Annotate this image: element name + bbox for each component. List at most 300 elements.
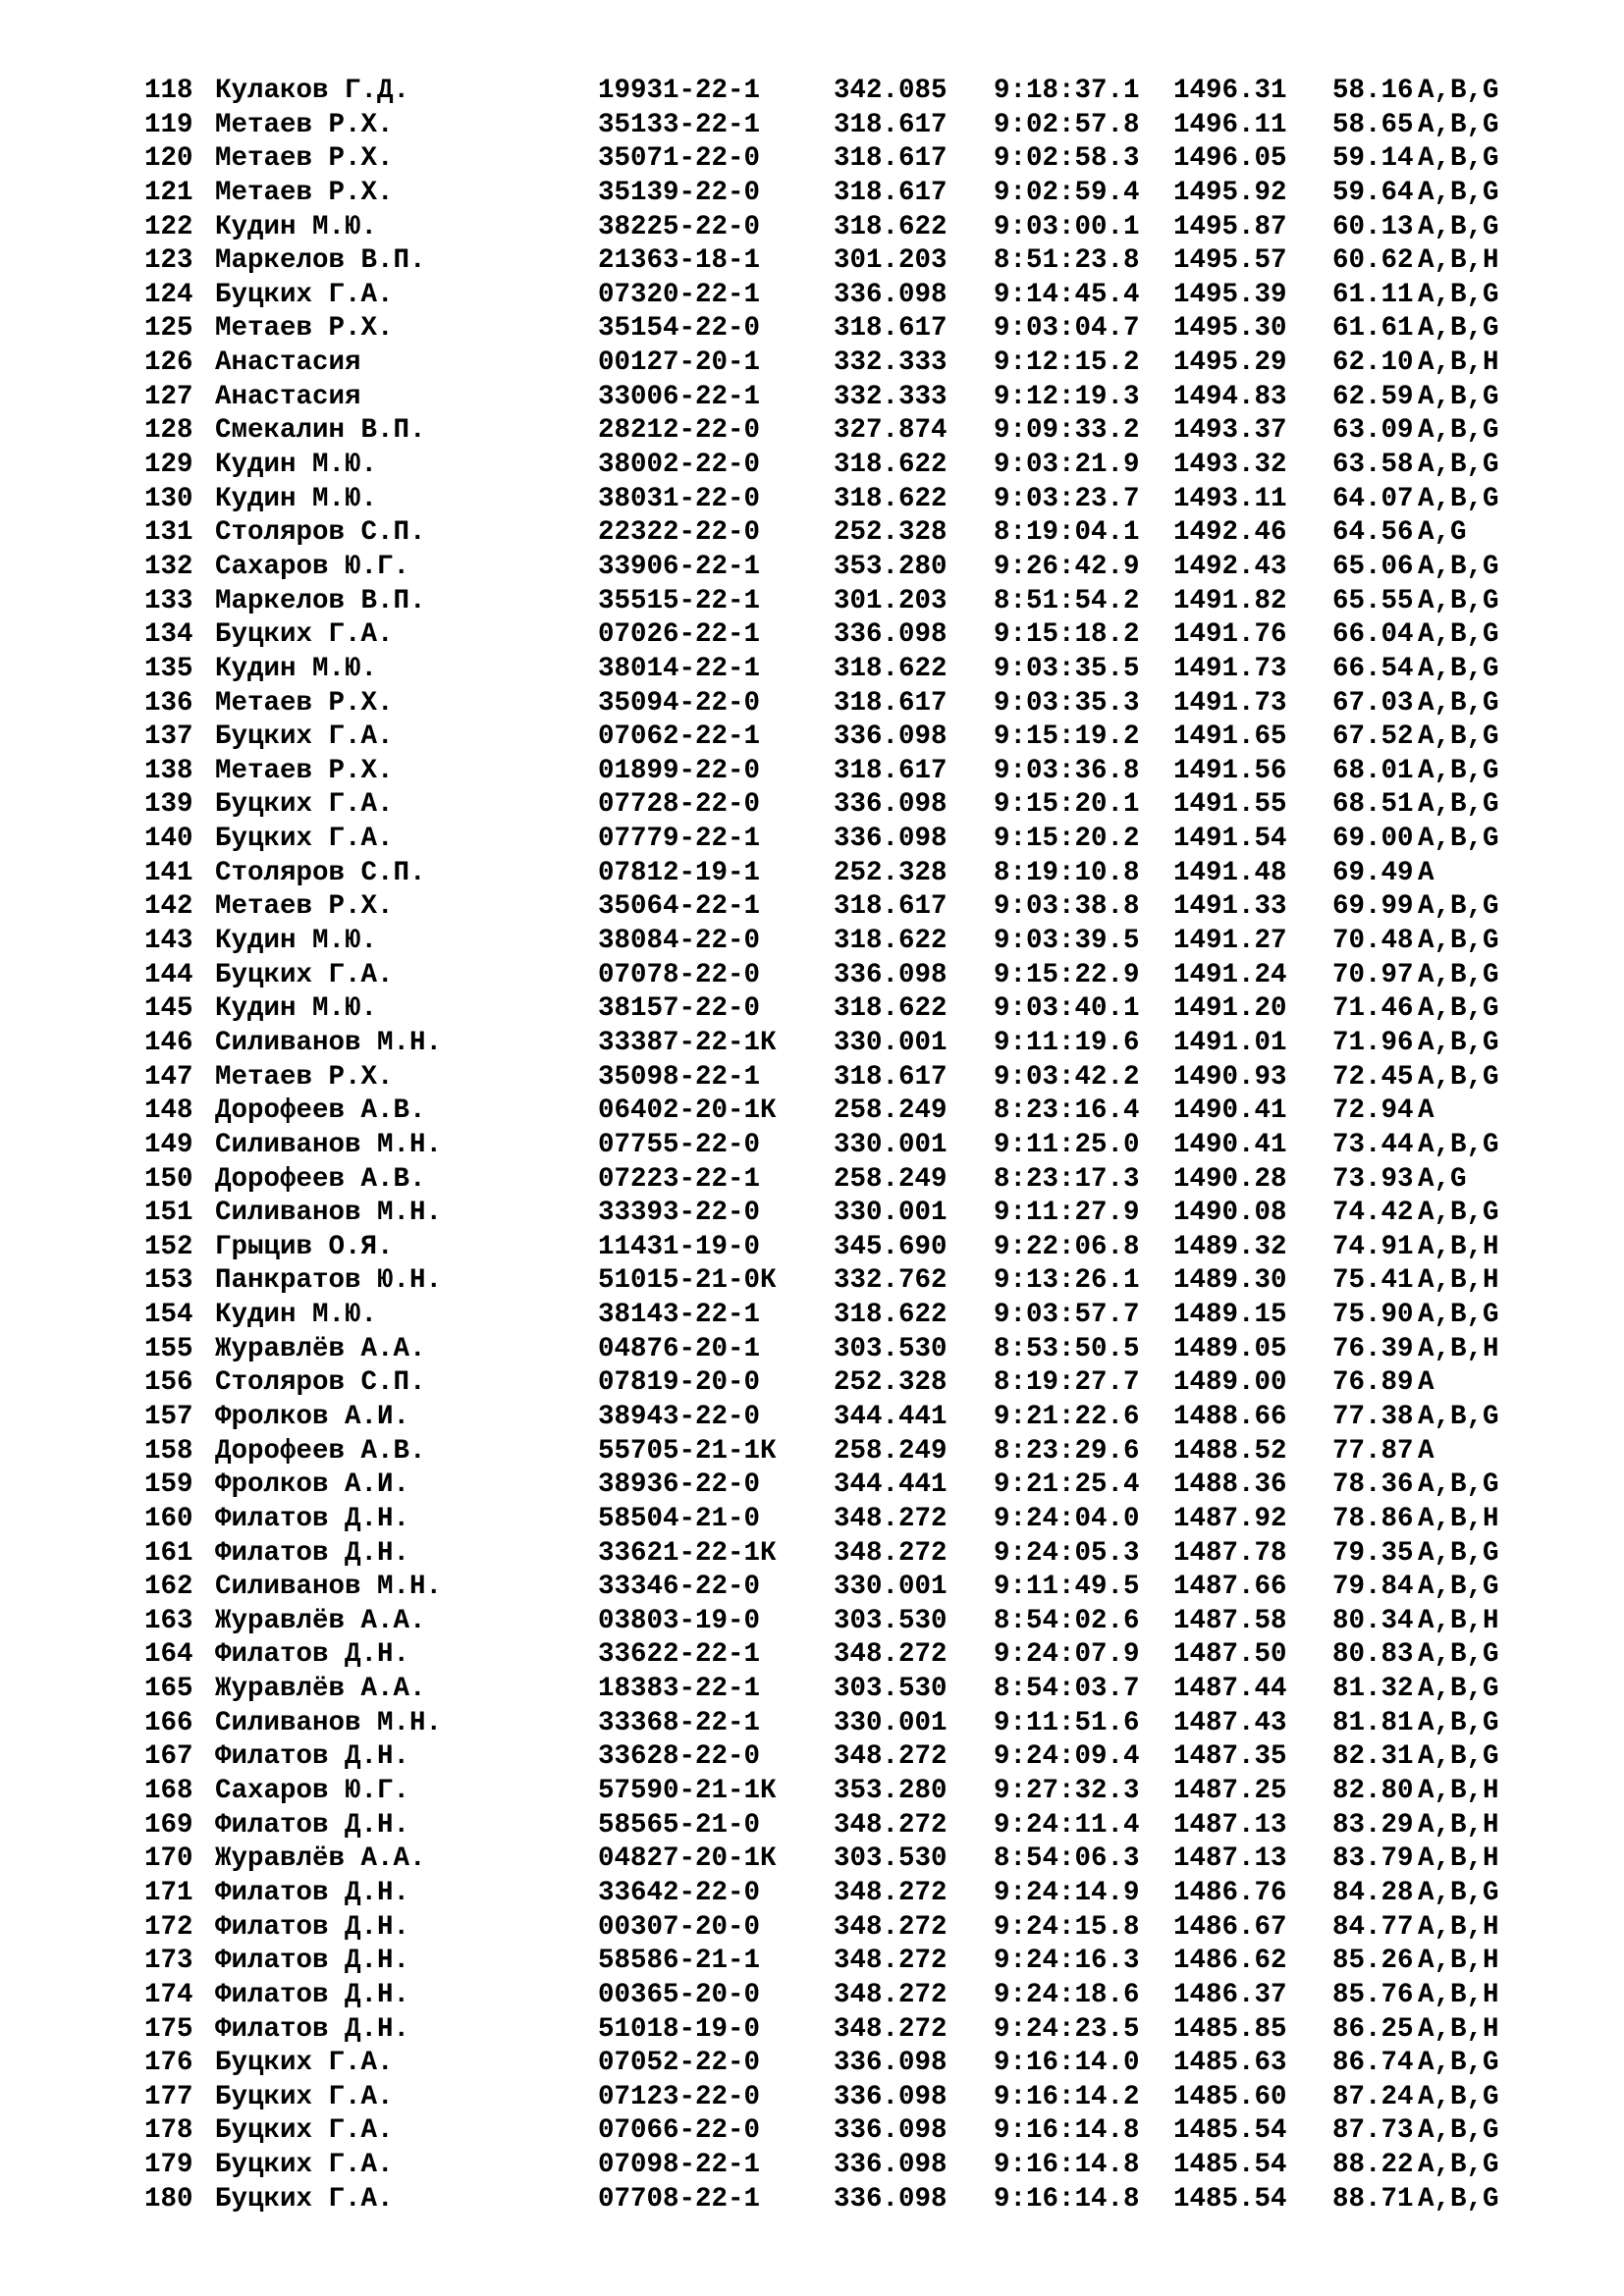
place-number: 139 [144,789,193,821]
place-number: 165 [144,1674,193,1705]
class-codes: A [1418,1435,1435,1467]
class-codes: A,B,G [1418,755,1499,786]
fancier-name: Журавлёв А.А. [215,1843,426,1875]
class-codes: A,B,G [1418,993,1499,1025]
points-value: 65.55 [1332,585,1414,616]
speed-value: 1495.30 [1173,313,1287,345]
arrival-time: 9:24:16.3 [994,1946,1140,1977]
ring-number: 07223-22-1 [598,1163,761,1195]
speed-value: 1487.43 [1173,1707,1287,1738]
fancier-name: Фролков А.И. [215,1401,410,1432]
class-codes: A,B,H [1418,1265,1499,1297]
points-value: 71.96 [1332,1027,1414,1058]
ring-number: 35071-22-0 [598,143,761,175]
class-codes: A,B,G [1418,2081,1499,2112]
class-codes: A,B,G [1418,1877,1499,1908]
arrival-time: 9:24:09.4 [994,1741,1140,1773]
class-codes: A,B,H [1418,1843,1499,1875]
speed-value: 1489.15 [1173,1300,1287,1331]
place-number: 123 [144,245,193,277]
fancier-name: Силиванов М.Н. [215,1572,443,1603]
speed-value: 1487.25 [1173,1776,1287,1807]
ring-number: 07062-22-1 [598,721,761,753]
fancier-name: Буцких Г.А. [215,619,394,651]
fancier-name: Дорофеев А.В. [215,1163,426,1195]
distance-km: 318.617 [834,109,947,140]
place-number: 166 [144,1707,193,1738]
points-value: 73.93 [1332,1163,1414,1195]
points-value: 58.65 [1332,109,1414,140]
points-value: 79.84 [1332,1572,1414,1603]
points-value: 83.79 [1332,1843,1414,1875]
arrival-time: 9:03:35.5 [994,653,1140,684]
class-codes: A,B,G [1418,450,1499,481]
distance-km: 303.530 [834,1333,947,1364]
fancier-name: Буцких Г.А. [215,2081,394,2112]
points-value: 63.09 [1332,415,1414,447]
arrival-time: 9:16:14.0 [994,2048,1140,2079]
speed-value: 1485.85 [1173,2013,1287,2045]
fancier-name: Кулаков Г.Д. [215,76,410,106]
distance-km: 330.001 [834,1129,947,1160]
arrival-time: 9:15:18.2 [994,619,1140,651]
class-codes: A,B,G [1418,177,1499,208]
points-value: 80.34 [1332,1605,1414,1636]
distance-km: 318.622 [834,211,947,242]
place-number: 178 [144,2115,193,2147]
speed-value: 1493.32 [1173,450,1287,481]
points-value: 79.35 [1332,1537,1414,1569]
speed-value: 1485.54 [1173,2183,1287,2215]
place-number: 152 [144,1231,193,1262]
arrival-time: 9:24:05.3 [994,1537,1140,1569]
ring-number: 19931-22-1 [598,76,761,106]
arrival-time: 9:15:20.1 [994,789,1140,821]
class-codes: A,B,H [1418,1605,1499,1636]
points-value: 86.25 [1332,2013,1414,2045]
distance-km: 330.001 [834,1027,947,1058]
ring-number: 07728-22-0 [598,789,761,821]
distance-km: 336.098 [834,959,947,990]
fancier-name: Кудин М.Ю. [215,1300,378,1331]
speed-value: 1491.82 [1173,585,1287,616]
fancier-name: Метаев Р.Х. [215,891,394,923]
speed-value: 1491.33 [1173,891,1287,923]
distance-km: 252.328 [834,517,947,549]
arrival-time: 9:24:11.4 [994,1809,1140,1841]
arrival-time: 8:51:23.8 [994,245,1140,277]
arrival-time: 9:03:35.3 [994,687,1140,719]
place-number: 158 [144,1435,193,1467]
speed-value: 1490.93 [1173,1061,1287,1093]
speed-value: 1490.41 [1173,1129,1287,1160]
place-number: 179 [144,2150,193,2181]
arrival-time: 9:03:39.5 [994,926,1140,957]
ring-number: 55705-21-1К [598,1435,777,1467]
ring-number: 07708-22-1 [598,2183,761,2215]
fancier-name: Анастасия [215,381,361,412]
points-value: 70.97 [1332,959,1414,990]
arrival-time: 9:21:25.4 [994,1469,1140,1501]
points-value: 88.71 [1332,2183,1414,2215]
class-codes: A,B,G [1418,211,1499,242]
distance-km: 252.328 [834,857,947,888]
distance-km: 348.272 [834,1979,947,2010]
distance-km: 348.272 [834,1877,947,1908]
fancier-name: Силиванов М.Н. [215,1198,443,1229]
class-codes: A,B,H [1418,1946,1499,1977]
arrival-time: 9:24:07.9 [994,1639,1140,1671]
speed-value: 1491.54 [1173,824,1287,855]
speed-value: 1487.35 [1173,1741,1287,1773]
points-value: 62.59 [1332,381,1414,412]
class-codes: A,B,G [1418,1572,1499,1603]
distance-km: 318.617 [834,143,947,175]
class-codes: A,B,H [1418,347,1499,379]
distance-km: 330.001 [834,1198,947,1229]
fancier-name: Филатов Д.Н. [215,1911,410,1943]
ring-number: 21363-18-1 [598,245,761,277]
ring-number: 07755-22-0 [598,1129,761,1160]
points-value: 84.28 [1332,1877,1414,1908]
place-number: 137 [144,721,193,753]
place-number: 120 [144,143,193,175]
arrival-time: 8:23:16.4 [994,1095,1140,1127]
place-number: 160 [144,1503,193,1534]
points-value: 75.90 [1332,1300,1414,1331]
arrival-time: 9:13:26.1 [994,1265,1140,1297]
ring-number: 07026-22-1 [598,619,761,651]
fancier-name: Филатов Д.Н. [215,2013,410,2045]
arrival-time: 9:16:14.8 [994,2150,1140,2181]
class-codes: A,B,G [1418,1198,1499,1229]
place-number: 143 [144,926,193,957]
arrival-time: 8:54:03.7 [994,1674,1140,1705]
distance-km: 348.272 [834,1639,947,1671]
fancier-name: Метаев Р.Х. [215,109,394,140]
distance-km: 303.530 [834,1843,947,1875]
speed-value: 1488.66 [1173,1401,1287,1432]
place-number: 176 [144,2048,193,2079]
class-codes: A,B,H [1418,1231,1499,1262]
fancier-name: Буцких Г.А. [215,279,394,310]
distance-km: 336.098 [834,2115,947,2147]
ring-number: 33906-22-1 [598,551,761,582]
points-value: 58.16 [1332,76,1414,106]
class-codes: A,B,G [1418,1027,1499,1058]
ring-number: 38143-22-1 [598,1300,761,1331]
fancier-name: Силиванов М.Н. [215,1707,443,1738]
place-number: 151 [144,1198,193,1229]
fancier-name: Филатов Д.Н. [215,1809,410,1841]
class-codes: A,B,G [1418,653,1499,684]
class-codes: A,B,H [1418,1333,1499,1364]
distance-km: 348.272 [834,2013,947,2045]
place-number: 169 [144,1809,193,1841]
place-number: 159 [144,1469,193,1501]
class-codes: A,B,G [1418,1537,1499,1569]
speed-value: 1486.76 [1173,1877,1287,1908]
place-number: 167 [144,1741,193,1773]
arrival-time: 9:03:40.1 [994,993,1140,1025]
arrival-time: 8:19:04.1 [994,517,1140,549]
fancier-name: Филатов Д.Н. [215,1979,410,2010]
class-codes: A,B,G [1418,1707,1499,1738]
ring-number: 28212-22-0 [598,415,761,447]
arrival-time: 9:14:45.4 [994,279,1140,310]
class-codes: A,B,G [1418,926,1499,957]
fancier-name: Маркелов В.П. [215,585,426,616]
fancier-name: Буцких Г.А. [215,959,394,990]
speed-value: 1485.54 [1173,2115,1287,2147]
arrival-time: 9:16:14.8 [994,2115,1140,2147]
points-value: 87.73 [1332,2115,1414,2147]
class-codes: A,B,G [1418,959,1499,990]
class-codes: A,B,G [1418,279,1499,310]
arrival-time: 9:27:32.3 [994,1776,1140,1807]
speed-value: 1491.20 [1173,993,1287,1025]
distance-km: 327.874 [834,415,947,447]
distance-km: 318.622 [834,653,947,684]
distance-km: 330.001 [834,1572,947,1603]
fancier-name: Грыцив О.Я. [215,1231,394,1262]
arrival-time: 9:03:38.8 [994,891,1140,923]
speed-value: 1496.05 [1173,143,1287,175]
place-number: 121 [144,177,193,208]
points-value: 77.87 [1332,1435,1414,1467]
points-value: 66.54 [1332,653,1414,684]
distance-km: 336.098 [834,824,947,855]
points-value: 69.99 [1332,891,1414,923]
arrival-time: 8:23:17.3 [994,1163,1140,1195]
ring-number: 11431-19-0 [598,1231,761,1262]
speed-value: 1491.56 [1173,755,1287,786]
ring-number: 00127-20-1 [598,347,761,379]
place-number: 171 [144,1877,193,1908]
ring-number: 35098-22-1 [598,1061,761,1093]
ring-number: 33368-22-1 [598,1707,761,1738]
speed-value: 1491.65 [1173,721,1287,753]
class-codes: A,B,G [1418,483,1499,514]
class-codes: A,B,G [1418,2115,1499,2147]
distance-km: 332.333 [834,347,947,379]
ring-number: 35064-22-1 [598,891,761,923]
place-number: 122 [144,211,193,242]
distance-km: 252.328 [834,1367,947,1399]
place-number: 124 [144,279,193,310]
ring-number: 35515-22-1 [598,585,761,616]
speed-value: 1487.13 [1173,1843,1287,1875]
class-codes: A,B,G [1418,824,1499,855]
points-value: 85.26 [1332,1946,1414,1977]
speed-value: 1485.60 [1173,2081,1287,2112]
class-codes: A [1418,1367,1435,1399]
arrival-time: 9:11:19.6 [994,1027,1140,1058]
points-value: 76.39 [1332,1333,1414,1364]
ring-number: 35139-22-0 [598,177,761,208]
points-value: 83.29 [1332,1809,1414,1841]
fancier-name: Филатов Д.Н. [215,1537,410,1569]
class-codes: A [1418,1095,1435,1127]
speed-value: 1491.73 [1173,653,1287,684]
fancier-name: Анастасия [215,347,361,379]
ring-number: 01899-22-0 [598,755,761,786]
distance-km: 318.617 [834,1061,947,1093]
points-value: 62.10 [1332,347,1414,379]
distance-km: 332.333 [834,381,947,412]
distance-km: 318.622 [834,483,947,514]
ring-number: 33628-22-0 [598,1741,761,1773]
place-number: 147 [144,1061,193,1093]
arrival-time: 9:15:20.2 [994,824,1140,855]
class-codes: A,B,G [1418,1129,1499,1160]
place-number: 161 [144,1537,193,1569]
ring-number: 07320-22-1 [598,279,761,310]
place-number: 134 [144,619,193,651]
distance-km: 336.098 [834,619,947,651]
arrival-time: 8:53:50.5 [994,1333,1140,1364]
class-codes: A,B,G [1418,585,1499,616]
points-value: 74.42 [1332,1198,1414,1229]
ring-number: 07052-22-0 [598,2048,761,2079]
speed-value: 1487.50 [1173,1639,1287,1671]
speed-value: 1486.37 [1173,1979,1287,2010]
points-value: 67.03 [1332,687,1414,719]
place-number: 146 [144,1027,193,1058]
distance-km: 345.690 [834,1231,947,1262]
ring-number: 33006-22-1 [598,381,761,412]
speed-value: 1487.58 [1173,1605,1287,1636]
speed-value: 1487.78 [1173,1537,1287,1569]
points-value: 65.06 [1332,551,1414,582]
points-value: 84.77 [1332,1911,1414,1943]
class-codes: A,B,H [1418,1979,1499,2010]
place-number: 130 [144,483,193,514]
fancier-name: Буцких Г.А. [215,2183,394,2215]
class-codes: A,B,H [1418,2013,1499,2045]
place-number: 154 [144,1300,193,1331]
ring-number: 07078-22-0 [598,959,761,990]
distance-km: 348.272 [834,1741,947,1773]
points-value: 68.01 [1332,755,1414,786]
place-number: 155 [144,1333,193,1364]
fancier-name: Филатов Д.Н. [215,1639,410,1671]
distance-km: 318.622 [834,1300,947,1331]
class-codes: A,B,G [1418,1061,1499,1093]
distance-km: 301.203 [834,245,947,277]
speed-value: 1490.41 [1173,1095,1287,1127]
fancier-name: Буцких Г.А. [215,721,394,753]
place-number: 150 [144,1163,193,1195]
class-codes: A,B,G [1418,1741,1499,1773]
arrival-time: 9:15:19.2 [994,721,1140,753]
class-codes: A,B,G [1418,2183,1499,2215]
place-number: 175 [144,2013,193,2045]
class-codes: A,B,G [1418,789,1499,821]
ring-number: 58586-21-1 [598,1946,761,1977]
distance-km: 258.249 [834,1095,947,1127]
arrival-time: 9:02:57.8 [994,109,1140,140]
fancier-name: Кудин М.Ю. [215,211,378,242]
ring-number: 33621-22-1К [598,1537,777,1569]
arrival-time: 9:03:21.9 [994,450,1140,481]
arrival-time: 9:24:15.8 [994,1911,1140,1943]
distance-km: 318.622 [834,450,947,481]
speed-value: 1491.73 [1173,687,1287,719]
place-number: 138 [144,755,193,786]
fancier-name: Маркелов В.П. [215,245,426,277]
class-codes: A,B,G [1418,619,1499,651]
points-value: 74.91 [1332,1231,1414,1262]
arrival-time: 8:54:06.3 [994,1843,1140,1875]
arrival-time: 9:09:33.2 [994,415,1140,447]
points-value: 87.24 [1332,2081,1414,2112]
arrival-time: 9:03:23.7 [994,483,1140,514]
points-value: 81.32 [1332,1674,1414,1705]
ring-number: 58565-21-0 [598,1809,761,1841]
distance-km: 303.530 [834,1674,947,1705]
fancier-name: Филатов Д.Н. [215,1741,410,1773]
place-number: 141 [144,857,193,888]
class-codes: A,B,G [1418,415,1499,447]
arrival-time: 9:03:42.2 [994,1061,1140,1093]
ring-number: 07819-20-0 [598,1367,761,1399]
fancier-name: Буцких Г.А. [215,824,394,855]
fancier-name: Смекалин В.П. [215,415,426,447]
fancier-name: Кудин М.Ю. [215,483,378,514]
points-value: 59.14 [1332,143,1414,175]
distance-km: 318.617 [834,891,947,923]
distance-km: 318.622 [834,926,947,957]
distance-km: 348.272 [834,1911,947,1943]
place-number: 135 [144,653,193,684]
distance-km: 330.001 [834,1707,947,1738]
arrival-time: 9:24:18.6 [994,1979,1140,2010]
place-number: 140 [144,824,193,855]
class-codes: A,B,G [1418,381,1499,412]
fancier-name: Журавлёв А.А. [215,1605,426,1636]
distance-km: 336.098 [834,2150,947,2181]
arrival-time: 9:03:04.7 [994,313,1140,345]
class-codes: A,B,G [1418,2048,1499,2079]
ring-number: 35133-22-1 [598,109,761,140]
class-codes: A,B,H [1418,1776,1499,1807]
speed-value: 1493.37 [1173,415,1287,447]
arrival-time: 9:16:14.2 [994,2081,1140,2112]
place-number: 163 [144,1605,193,1636]
class-codes: A,B,H [1418,245,1499,277]
ring-number: 38157-22-0 [598,993,761,1025]
points-value: 71.46 [1332,993,1414,1025]
fancier-name: Журавлёв А.А. [215,1333,426,1364]
place-number: 153 [144,1265,193,1297]
arrival-time: 8:19:10.8 [994,857,1140,888]
place-number: 126 [144,347,193,379]
arrival-time: 9:24:04.0 [994,1503,1140,1534]
ring-number: 33642-22-0 [598,1877,761,1908]
arrival-time: 9:03:00.1 [994,211,1140,242]
ring-number: 04876-20-1 [598,1333,761,1364]
ring-number: 33346-22-0 [598,1572,761,1603]
speed-value: 1491.76 [1173,619,1287,651]
ring-number: 06402-20-1К [598,1095,777,1127]
place-number: 125 [144,313,193,345]
distance-km: 336.098 [834,279,947,310]
distance-km: 258.249 [834,1163,947,1195]
speed-value: 1495.57 [1173,245,1287,277]
points-value: 69.49 [1332,857,1414,888]
speed-value: 1496.11 [1173,109,1287,140]
